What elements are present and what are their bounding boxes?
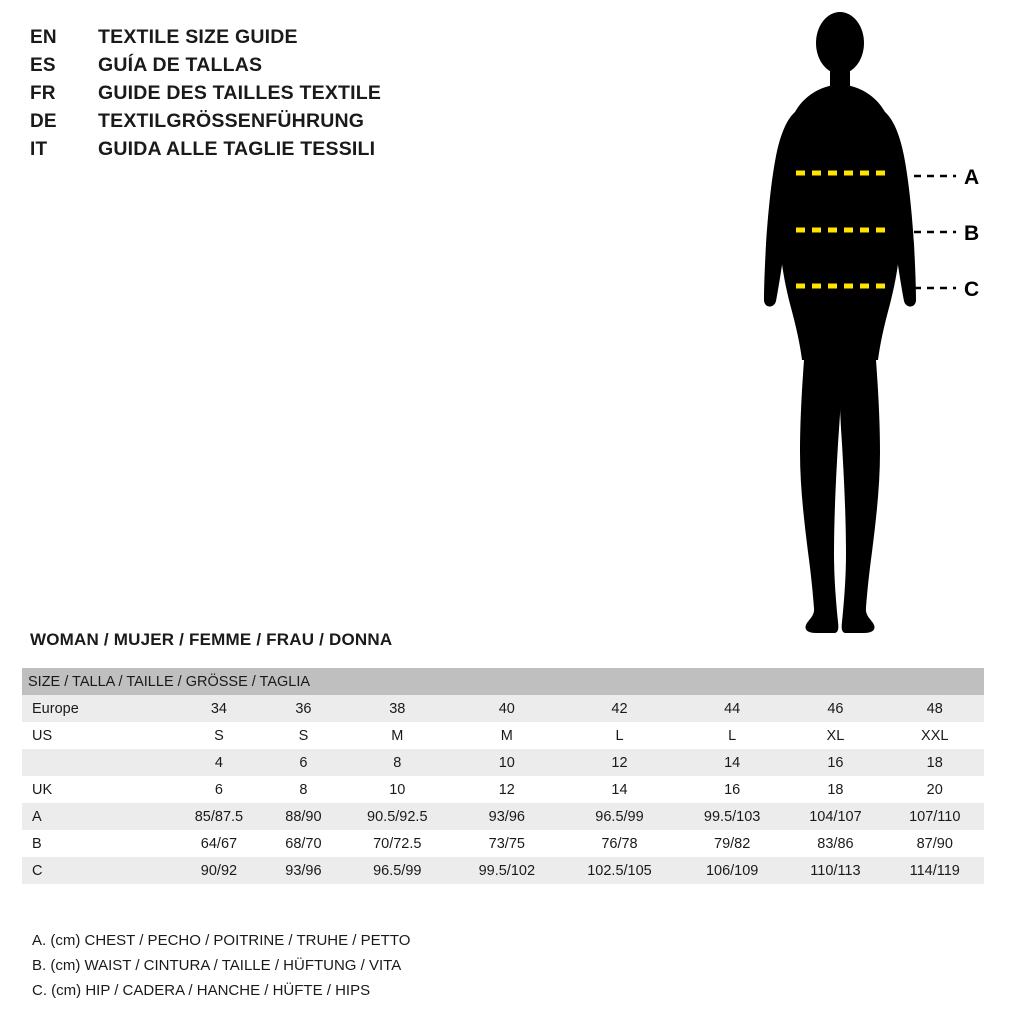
row-label: A: [22, 803, 172, 830]
cell: 76/78: [560, 830, 679, 857]
cell: 87/90: [886, 830, 985, 857]
cell: 48: [886, 695, 985, 722]
language-title: GUIDA ALLE TAGLIE TESSILI: [98, 138, 376, 160]
cell: 12: [454, 776, 560, 803]
table-row: [22, 695, 984, 722]
cell: 68/70: [266, 830, 341, 857]
row-label: C: [22, 857, 172, 884]
cell: 73/75: [454, 830, 560, 857]
table-row: [22, 776, 984, 803]
cell: S: [266, 722, 341, 749]
legend-item-c: C. (cm) HIP / CADERA / HANCHE / HÜFTE / HIPS: [32, 982, 371, 999]
cell: 102.5/105: [560, 857, 679, 884]
size-chart-table: [22, 668, 984, 884]
language-row-de: [30, 110, 490, 138]
language-code: DE: [30, 111, 57, 132]
row-label: US: [22, 722, 172, 749]
cell: 10: [454, 749, 560, 776]
language-title-block: [30, 26, 490, 166]
female-silhouette: [764, 12, 916, 633]
cell: M: [341, 722, 454, 749]
cell: 93/96: [454, 803, 560, 830]
cell: XXL: [886, 722, 985, 749]
cell: 8: [341, 749, 454, 776]
cell: 14: [679, 749, 785, 776]
cell: 79/82: [679, 830, 785, 857]
cell: 96.5/99: [560, 803, 679, 830]
cell: 20: [886, 776, 985, 803]
cell: 10: [341, 776, 454, 803]
cell: 34: [172, 695, 266, 722]
cell: 18: [785, 776, 885, 803]
row-label: UK: [22, 776, 172, 803]
cell: 96.5/99: [341, 857, 454, 884]
language-row-it: [30, 138, 490, 166]
measurement-legend: [32, 928, 410, 1003]
cell: 99.5/103: [679, 803, 785, 830]
cell: 110/113: [785, 857, 885, 884]
cell: 36: [266, 695, 341, 722]
table-row: [22, 722, 984, 749]
language-code: FR: [30, 83, 56, 104]
cell: 42: [560, 695, 679, 722]
marker-label-c: C: [964, 278, 980, 301]
cell: 83/86: [785, 830, 885, 857]
cell: 90/92: [172, 857, 266, 884]
cell: 14: [560, 776, 679, 803]
cell: M: [454, 722, 560, 749]
cell: 104/107: [785, 803, 885, 830]
cell: XL: [785, 722, 885, 749]
cell: 16: [679, 776, 785, 803]
row-label: Europe: [22, 695, 172, 722]
language-title: GUIDE DES TAILLES TEXTILE: [98, 82, 382, 104]
cell: 38: [341, 695, 454, 722]
cell: 90.5/92.5: [341, 803, 454, 830]
cell: 44: [679, 695, 785, 722]
cell: 64/67: [172, 830, 266, 857]
legend-item-a: A. (cm) CHEST / PECHO / POITRINE / TRUHE / PETTO: [32, 932, 411, 949]
language-row-es: [30, 54, 490, 82]
language-title: TEXTILE SIZE GUIDE: [98, 26, 298, 48]
cell: 88/90: [266, 803, 341, 830]
marker-label-b: B: [964, 222, 980, 245]
table-band-row: [22, 668, 984, 695]
row-label: B: [22, 830, 172, 857]
language-row-fr: [30, 82, 490, 110]
table-band-label: SIZE / TALLA / TAILLE / GRÖSSE / TAGLIA: [22, 668, 984, 695]
table-row: [22, 857, 984, 884]
language-code: ES: [30, 55, 56, 76]
cell: 114/119: [886, 857, 985, 884]
cell: 6: [172, 776, 266, 803]
cell: 16: [785, 749, 885, 776]
language-title: GUÍA DE TALLAS: [98, 54, 263, 76]
row-label: [22, 749, 172, 776]
language-code: EN: [30, 27, 57, 48]
legend-item-b: B. (cm) WAIST / CINTURA / TAILLE / HÜFTUNG / VITA: [32, 957, 402, 974]
table-row: [22, 803, 984, 830]
cell: 85/87.5: [172, 803, 266, 830]
female-body-diagram: [700, 8, 1010, 648]
cell: 46: [785, 695, 885, 722]
section-heading: WOMAN / MUJER / FEMME / FRAU / DONNA: [30, 630, 393, 649]
table-row: [22, 830, 984, 857]
cell: 18: [886, 749, 985, 776]
marker-label-a: A: [964, 166, 980, 189]
table-row: [22, 749, 984, 776]
language-code: IT: [30, 139, 48, 160]
cell: L: [679, 722, 785, 749]
cell: 12: [560, 749, 679, 776]
language-row-en: [30, 26, 490, 54]
cell: 40: [454, 695, 560, 722]
cell: 93/96: [266, 857, 341, 884]
language-title: TEXTILGRÖSSENFÜHRUNG: [98, 110, 365, 132]
cell: S: [172, 722, 266, 749]
cell: L: [560, 722, 679, 749]
cell: 70/72.5: [341, 830, 454, 857]
cell: 99.5/102: [454, 857, 560, 884]
cell: 6: [266, 749, 341, 776]
cell: 107/110: [886, 803, 985, 830]
cell: 4: [172, 749, 266, 776]
cell: 8: [266, 776, 341, 803]
cell: 106/109: [679, 857, 785, 884]
